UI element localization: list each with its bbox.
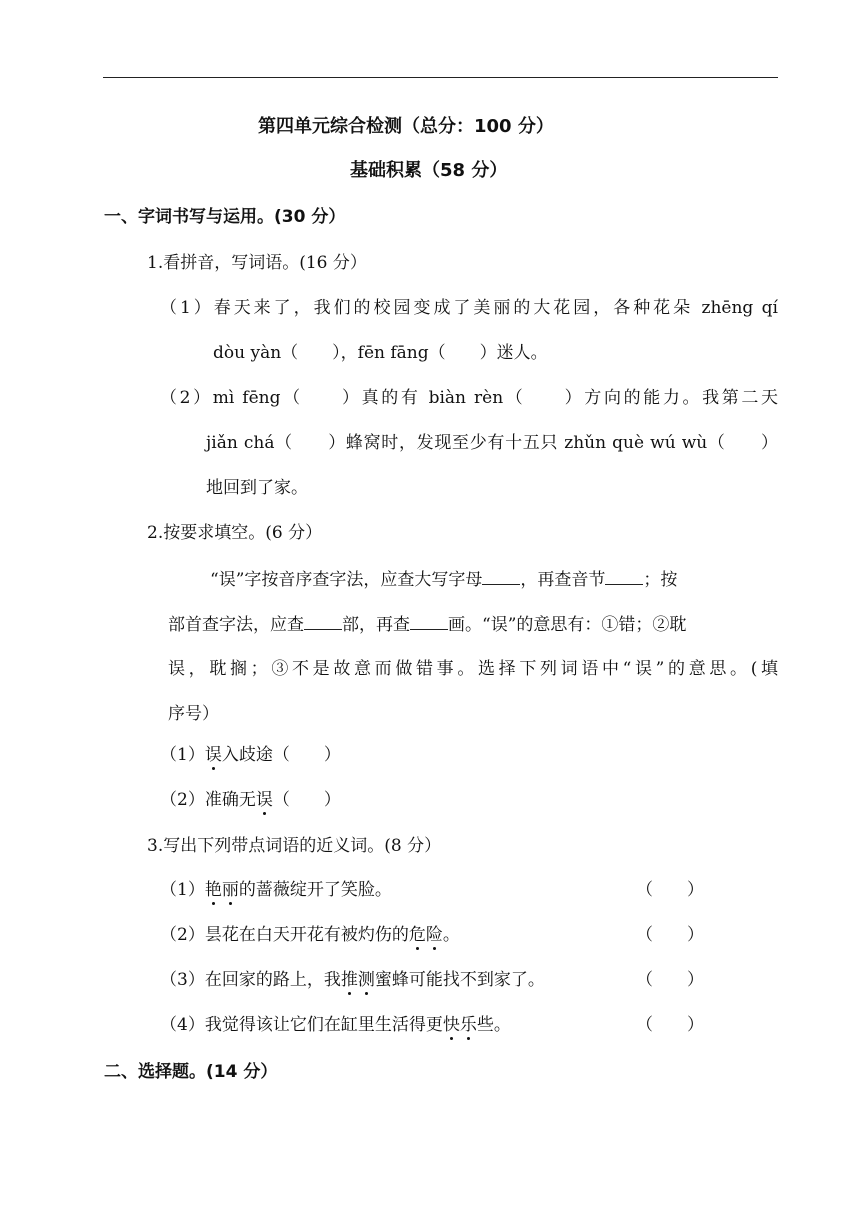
dotted-char: 险 xyxy=(425,925,443,945)
dotted-char: 艳 xyxy=(204,880,222,900)
q2-prompt: 2.按要求填空。(6 分） xyxy=(147,523,323,543)
item-text: （2）准确无 xyxy=(160,790,256,810)
q3-item xyxy=(160,1014,511,1036)
dotted-word xyxy=(205,880,239,900)
q3-prompt: 3.写出下列带点词语的近义词。(8 分） xyxy=(147,836,442,856)
dotted-word xyxy=(341,970,375,990)
dotted-char: 推 xyxy=(340,970,358,990)
item-text: 的蔷薇绽开了笑脸。 xyxy=(238,880,392,900)
q2-text: ；按 xyxy=(643,570,678,590)
item-text: （2）昙花在白天开花有被灼伤的 xyxy=(160,925,409,945)
item-text: 蜜蜂可能找不到家了。 xyxy=(374,970,545,990)
q2-text: ，再查音节 xyxy=(520,570,606,590)
answer-blank[interactable] xyxy=(304,613,342,630)
q3-item xyxy=(160,924,460,946)
q3-item xyxy=(160,969,545,991)
dotted-word xyxy=(443,1015,477,1035)
q1-item2-line3: 地回到了家。 xyxy=(206,478,308,498)
header-rule xyxy=(103,77,778,78)
answer-paren[interactable]: （ ） xyxy=(636,880,704,900)
q3-item xyxy=(160,879,392,901)
q2-para-line4: 序号） xyxy=(168,704,219,724)
answer-blank[interactable] xyxy=(482,568,520,585)
dotted-char: 危 xyxy=(408,925,426,945)
dotted-word xyxy=(409,925,443,945)
item-number: （1） xyxy=(160,745,205,765)
q2-text: 画。“误”的意思有：①错；②耽 xyxy=(448,615,687,635)
item-text: （3）在回家的路上，我 xyxy=(160,970,341,990)
answer-paren[interactable]: （ ） xyxy=(636,925,704,945)
q1-item1-line1: （1）春天来了，我们的校园变成了美丽的大花园，各种花朵 zhēng qí xyxy=(160,298,778,318)
item-text: 些。 xyxy=(476,1015,511,1035)
dotted-char: 测 xyxy=(357,970,375,990)
q2-para-line3: 误，耽搁；③不是故意而做错事。选择下列词语中“误”的意思。(填 xyxy=(168,659,778,679)
q2-text: 部，再查 xyxy=(342,615,410,635)
dotted-char: 丽 xyxy=(221,880,239,900)
page-subtitle: 基础积累（58 分） xyxy=(350,160,508,181)
q2-para-line2 xyxy=(168,613,686,636)
item-text: （4）我觉得该让它们在缸里生活得更 xyxy=(160,1015,443,1035)
dotted-word: 误 xyxy=(204,745,222,765)
q1-prompt: 1.看拼音，写词语。(16 分） xyxy=(147,253,367,273)
answer-blank[interactable] xyxy=(605,568,643,585)
q2-item1 xyxy=(160,744,341,766)
q2-item2 xyxy=(160,789,341,811)
q1-item1-line2: dòu yàn（ ），fēn fāng（ ）迷人。 xyxy=(213,343,548,363)
q2-text: “误”字按音序查字法，应查大写字母 xyxy=(210,570,483,590)
answer-paren[interactable]: （ ） xyxy=(636,1015,704,1035)
item-text: （1） xyxy=(160,880,205,900)
dotted-word: 误 xyxy=(255,790,273,810)
q2-text: 部首查字法，应查 xyxy=(168,615,304,635)
item-text: （ ） xyxy=(272,790,341,810)
q2-para-line1 xyxy=(210,568,677,591)
answer-paren[interactable]: （ ） xyxy=(636,970,704,990)
answer-blank[interactable] xyxy=(410,613,448,630)
page-title: 第四单元综合检测（总分：100 分） xyxy=(258,116,554,137)
dotted-char: 快 xyxy=(442,1015,460,1035)
q1-item2-line1: （2）mì fēng（ ）真的有 biàn rèn（ ）方向的能力。我第二天 xyxy=(160,388,778,408)
q1-item2-line2: jiǎn chá（ ）蜂窝时，发现至少有十五只 zhǔn què wú wù（ ） xyxy=(206,433,778,453)
item-text: 入歧途（ ） xyxy=(221,745,341,765)
section2-heading: 二、选择题。(14 分） xyxy=(104,1062,278,1082)
item-text: 。 xyxy=(442,925,460,945)
section1-heading: 一、字词书写与运用。(30 分） xyxy=(104,207,346,227)
dotted-char: 乐 xyxy=(459,1015,477,1035)
